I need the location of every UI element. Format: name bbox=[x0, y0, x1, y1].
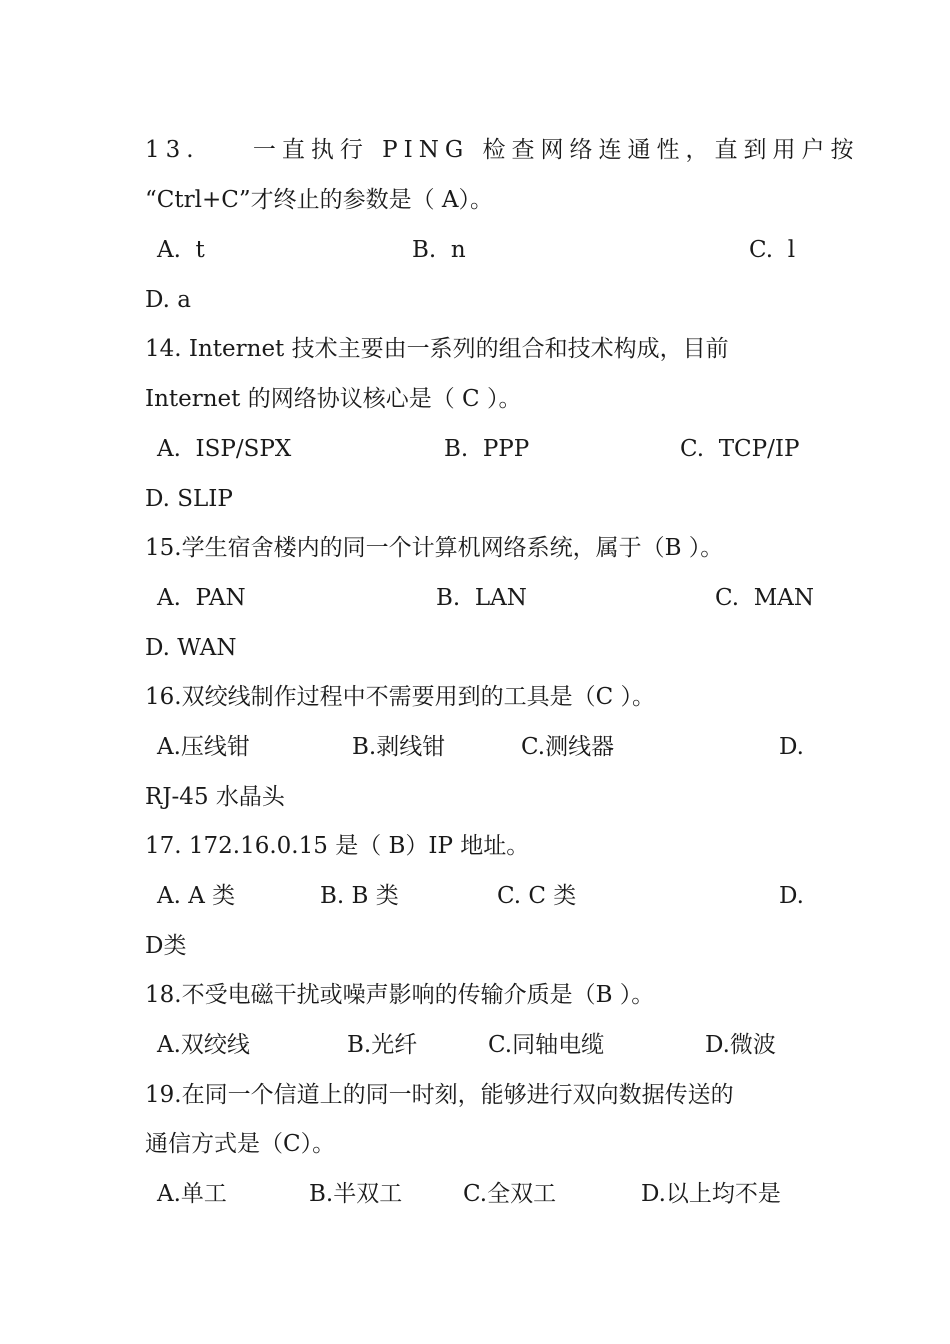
question-14-option-b: B. PPP bbox=[444, 436, 530, 462]
question-13-option-c: C. l bbox=[749, 237, 796, 263]
question-15-option-c: C. MAN bbox=[715, 585, 814, 611]
question-13-stem-line-2: “Ctrl+C”才终止的参数是（ A）。 bbox=[145, 187, 493, 213]
question-14-option-c: C. TCP/IP bbox=[680, 436, 800, 462]
question-14-stem-line-1: 14. Internet 技术主要由一系列的组合和技术构成，目前 bbox=[145, 336, 729, 362]
question-13-option-a: A. t bbox=[157, 237, 205, 263]
question-16-option-d-letter: D. bbox=[779, 734, 804, 760]
question-13-stem-line-1: 13. 一直执行 PING 检查网络连通性，直到用户按 bbox=[145, 137, 860, 163]
question-19-option-d: D.以上均不是 bbox=[641, 1181, 781, 1207]
question-16-option-a: A.压线钳 bbox=[157, 734, 250, 760]
question-17-option-d-letter: D. bbox=[779, 883, 804, 909]
question-16-option-d-text: RJ-45 水晶头 bbox=[145, 784, 285, 810]
question-15-option-b: B. LAN bbox=[436, 585, 527, 611]
question-19-stem-line-2: 通信方式是（C）。 bbox=[145, 1131, 336, 1157]
question-16-option-b: B.剥线钳 bbox=[352, 734, 446, 760]
question-14-option-a: A. ISP/SPX bbox=[157, 436, 292, 462]
question-16-option-c: C.测线器 bbox=[521, 734, 615, 760]
question-18-option-d: D.微波 bbox=[705, 1032, 776, 1058]
question-16-stem: 16.双绞线制作过程中不需要用到的工具是（C ）。 bbox=[145, 684, 655, 710]
question-18-stem: 18.不受电磁干扰或噪声影响的传输介质是（B ）。 bbox=[145, 982, 655, 1008]
question-14-stem-line-2: Internet 的网络协议核心是（ C ）。 bbox=[145, 386, 522, 412]
question-19-stem-line-1: 19.在同一个信道上的同一时刻，能够进行双向数据传送的 bbox=[145, 1082, 734, 1108]
question-17-option-a: A. A 类 bbox=[157, 883, 236, 909]
question-18-option-b: B.光纤 bbox=[347, 1032, 418, 1058]
question-13-option-d: D. a bbox=[145, 287, 191, 313]
question-19-option-a: A.单工 bbox=[157, 1181, 227, 1207]
question-15-option-d: D. WAN bbox=[145, 635, 237, 661]
question-19-option-c: C.全双工 bbox=[463, 1181, 557, 1207]
question-18-option-a: A.双绞线 bbox=[157, 1032, 250, 1058]
question-17-option-c: C. C 类 bbox=[497, 883, 577, 909]
question-13-option-b: B. n bbox=[412, 237, 466, 263]
question-17-option-b: B. B 类 bbox=[320, 883, 399, 909]
question-17-option-d-text: D类 bbox=[145, 933, 187, 959]
question-18-option-c: C.同轴电缆 bbox=[488, 1032, 605, 1058]
question-14-option-d: D. SLIP bbox=[145, 486, 233, 512]
question-15-stem: 15.学生宿舍楼内的同一个计算机网络系统，属于（B ）。 bbox=[145, 535, 724, 561]
question-15-option-a: A. PAN bbox=[157, 585, 246, 611]
question-19-option-b: B.半双工 bbox=[309, 1181, 403, 1207]
question-17-stem: 17. 172.16.0.15 是（ B）IP 地址。 bbox=[145, 833, 530, 859]
